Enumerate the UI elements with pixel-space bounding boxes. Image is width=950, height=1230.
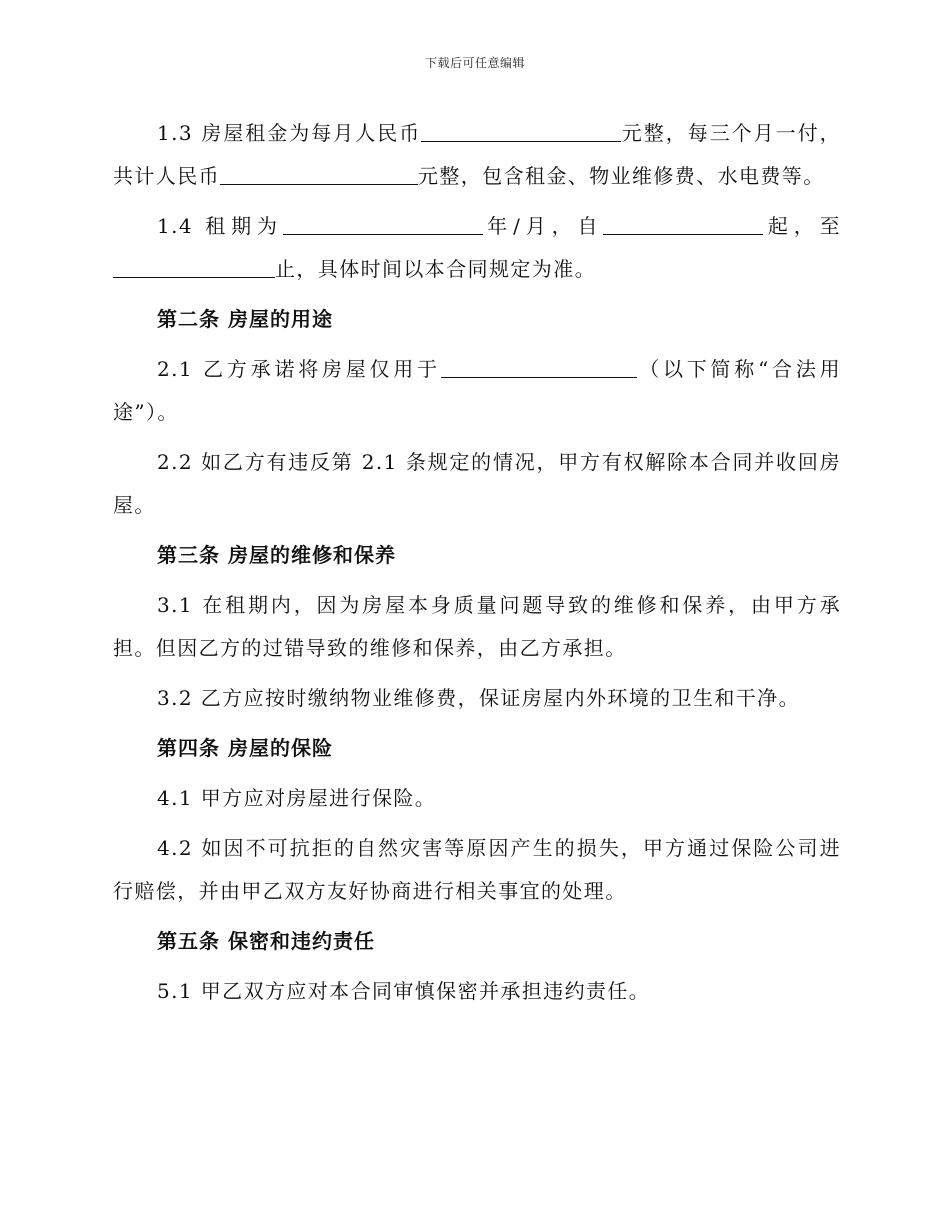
- section-heading-3: 第三条 房屋的维修和保养: [157, 543, 396, 567]
- lease-term-blank[interactable]: [283, 212, 483, 235]
- clause-2-2: 2.2 如乙方有违反第 2.1 条规定的情况，甲方有权解除本合同并收回房屋。: [113, 450, 841, 517]
- section-heading-2: 第二条 房屋的用途: [157, 307, 333, 331]
- start-date-blank[interactable]: [603, 212, 763, 235]
- clause-3-1: 3.1 在租期内，因为房屋本身质量问题导致的维修和保养，由甲方承担。但因乙方的过错导致的维修和保养，由乙方承担。: [113, 593, 841, 660]
- document-body: [113, 112, 841, 1020]
- clause-1-4-text-c: 起，至: [763, 214, 841, 238]
- clause-1-4-text-a: 1.4 租期为: [157, 214, 283, 238]
- monthly-rent-blank[interactable]: [421, 119, 621, 142]
- clause-1-3-text-c: 元整，包含租金、物业维修费、水电费等。: [418, 164, 825, 188]
- section-heading-4: 第四条 房屋的保险: [157, 736, 333, 760]
- clause-1-3-text-b: 元整，每三个月一付，共计人民币: [113, 121, 842, 188]
- clause-4-2: 4.2 如因不可抗拒的自然灾害等原因产生的损失，甲方通过保险公司进行赔偿，并由甲乙双方友好协商进行相关事宜的处理。: [113, 836, 841, 903]
- usage-purpose-blank[interactable]: [441, 355, 637, 378]
- clause-1-4-text-b: 年/月，自: [482, 214, 604, 238]
- end-date-blank[interactable]: [113, 255, 275, 278]
- clause-4-1: 4.1 甲方应对房屋进行保险。: [157, 786, 437, 810]
- clause-1-3: [113, 112, 841, 198]
- clause-1-4-text-d: 止，具体时间以本合同规定为准。: [275, 257, 596, 281]
- clause-2-1-text-a: 2.1 乙方承诺将房屋仅用于: [157, 357, 441, 381]
- page-header: 下载后可任意编辑: [424, 56, 525, 70]
- clause-1-4: [113, 205, 841, 291]
- clause-3-2: 3.2 乙方应按时缴纳物业维修费，保证房屋内外环境的卫生和干净。: [157, 686, 800, 710]
- clause-2-1-text-b: （以下简称“合法用途”）。: [113, 357, 842, 424]
- clause-5-1: 5.1 甲乙双方应对本合同审慎保密并承担违约责任。: [157, 979, 651, 1003]
- total-amount-blank[interactable]: [220, 162, 418, 185]
- clause-2-1: [113, 348, 841, 434]
- section-heading-5: 第五条 保密和违约责任: [157, 929, 375, 953]
- clause-1-3-text-a: 1.3 房屋租金为每月人民币: [157, 121, 422, 145]
